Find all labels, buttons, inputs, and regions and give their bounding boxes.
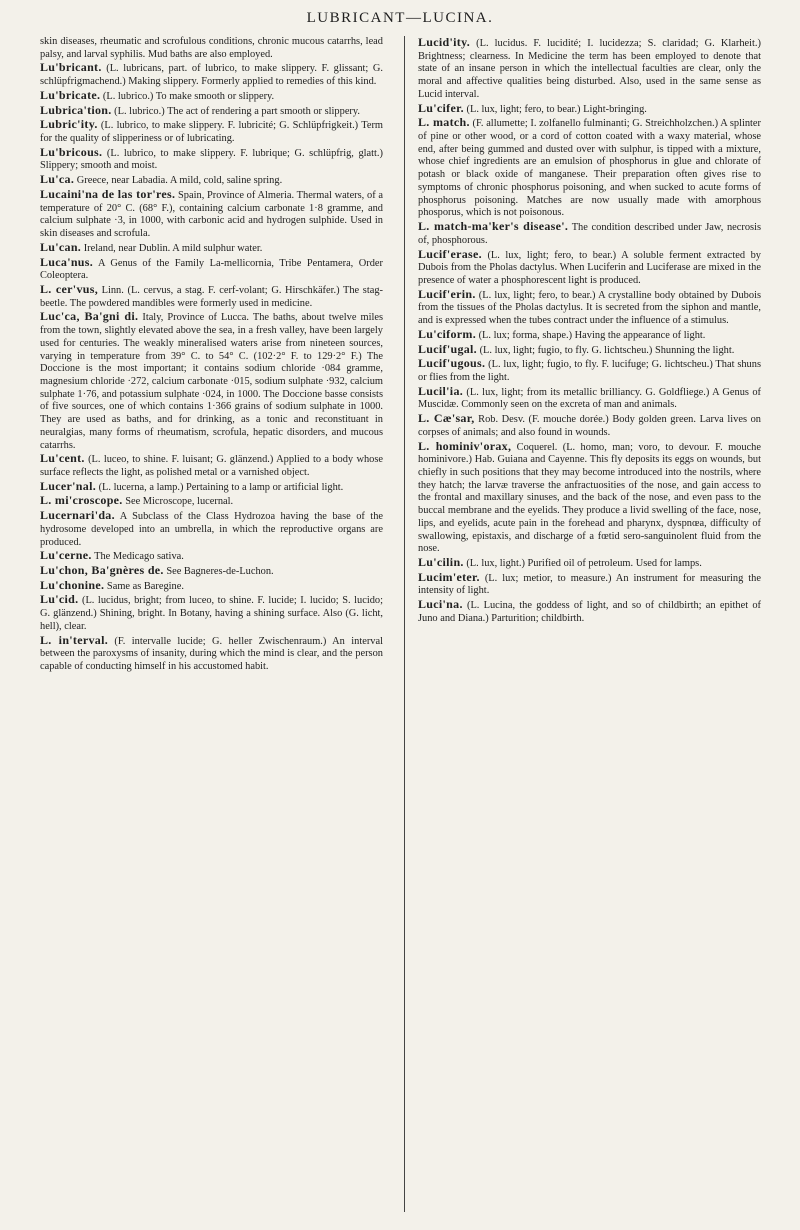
dictionary-entry: [418, 571, 761, 598]
entry-definition: (L. luceo, to shine. F. luisant; G. glänzend.) Applied to a body whose surface reflects the light, as polished metal or a varnished object.: [40, 454, 383, 478]
dictionary-entry: [40, 256, 383, 283]
entry-headword: Lu'ciform.: [418, 326, 476, 341]
dictionary-entry: [418, 36, 761, 102]
entry-headword: Lucil'ia.: [418, 383, 464, 398]
dictionary-entry: [418, 102, 761, 117]
dictionary-entry: [40, 310, 383, 452]
entry-definition: (L. lux, light.) Purified oil of petroleum. Used for lamps.: [463, 558, 702, 570]
entry-headword: L. match-ma'ker's disease'.: [418, 219, 569, 234]
right-column: [418, 36, 761, 626]
dictionary-entry: [418, 288, 761, 328]
entry-definition: See Microscope, lucernal.: [122, 496, 234, 508]
entry-headword: Lu'cilin.: [418, 555, 464, 570]
entry-definition: Rob. Desv. (F. mouche dorée.) Body golden green. Larva lives on corpses of animals; and also found in wounds.: [418, 414, 761, 438]
dictionary-entry: [40, 61, 383, 88]
entry-definition: (L. lux, light; fero, to bear.) A soluble ferment extracted by Dubois from the Pholas dactylus. When Luciferin and Luciferase are mixed in the presence of water a phosphorescent light is produced.: [418, 249, 761, 286]
entry-headword: L. Cæ'sar,: [418, 411, 475, 426]
entry-definition: (L. lux, light; fugio, to fly. F. lucifuge; G. lichtscheu.) That shuns or flies from the light.: [418, 359, 761, 383]
dictionary-entry: [40, 480, 383, 495]
entry-headword: Lubrica'tion.: [40, 102, 112, 117]
entry-definition: (L. lux; forma, shape.) Having the appearance of light.: [476, 329, 706, 341]
entry-definition: (L. lucidus. F. lucidité; I. lucidezza; S. claridad; G. Klarheit.) Brightness; clearness. In Medicine the term has been employed to denote that state of an insane person in which the intellectual faculties are clear, only the moral and affective qualities being disturbed. Also, used in the same sense as Lucid interval.: [418, 38, 761, 100]
dictionary-entry: [418, 385, 761, 412]
entry-definition: (L. lucidus, bright; from luceo, to shine. F. lucide; I. lucido; S. lucido; G. glänzend.) Shining, bright. In Botany, having a shining surface. Also (G. licht, hell), clear.: [40, 595, 383, 632]
dictionary-entry: [418, 328, 761, 343]
dictionary-entry: [418, 598, 761, 625]
entry-headword: Lucid'ity.: [418, 35, 471, 49]
entry-headword: Lu'bricate.: [40, 87, 101, 102]
dictionary-entry: [40, 634, 383, 674]
dictionary-entry: [40, 104, 383, 119]
dictionary-entry: [418, 116, 761, 220]
left-column: [40, 36, 383, 674]
entry-headword: Lu'bricant.: [40, 60, 102, 75]
entry-headword: Lubric'ity.: [40, 117, 98, 132]
entry-headword: Lu'ca.: [40, 172, 75, 187]
entry-definition: (L. lux, light; fero, to bear.) A crystalline body obtained by Dubois from the tissues of the Pholas dactylus. It is secreted from the siphon and mantle, and is expressed when the tubes contract under the influence of a stimulus.: [418, 289, 761, 327]
entry-definition: (L. Lucina, the goddess of light, and so of childbirth; an epithet of Juno and Diana.) Parturition; childbirth.: [418, 600, 761, 624]
entry-headword: Lu'cifer.: [418, 100, 464, 115]
entry-definition: Greece, near Labadia. A mild, cold, saline spring.: [74, 175, 283, 187]
entry-headword: L. match.: [418, 115, 470, 130]
entry-definition: (F. allumette; I. zolfanello fulminanti; G. Streichholzchen.) A splinter of pine or other wood, or a cord of cotton coated with a waxy material, whose end, after being gummed and dusted over with sulphur, is tipped with a mixture, whose chief ingredients are an emulsion of phosphorus in glue and chlorate of potash or black oxide of manganese. Their preparation often gives rise to symptoms of chronic phosphorus poisoning, and when sucked to acute forms of phosphorus poisoning. Matches are now usually made with amorphous phosporus, which is not poisonous.: [418, 118, 761, 219]
entry-headword: L. hominiv'orax,: [418, 438, 512, 453]
entry-definition: (F. intervalle lucide; G. heller Zwischenraum.) An interval between the paroxysms of insanity, during which the mind is clear, and the person capable of conducting himself in his accustomed habit.: [40, 635, 383, 673]
dictionary-entry: [40, 452, 383, 479]
entry-headword: Luci'na.: [418, 597, 463, 612]
entry-headword: Luc'ca, Ba'gni di.: [40, 309, 139, 324]
entry-definition: Linn. (L. cervus, a stag. F. cerf-volant; G. Hirschkäfer.) The stag-beetle. The powdered mandibles were formerly used in medicine.: [40, 284, 383, 309]
entry-definition: (L. lubrico, to make slippery. F. lubrique; G. schlüpfrig, glatt.) Slippery; smooth and moist.: [40, 147, 383, 172]
entry-headword: Lu'can.: [40, 239, 82, 254]
dictionary-entry: [40, 593, 383, 633]
entry-headword: L. cer'vus,: [40, 281, 98, 296]
dictionary-entry: [40, 118, 383, 145]
entry-definition: (L. lux, light; fugio, to fly. G. lichtscheu.) Shunning the light.: [476, 344, 735, 356]
entry-headword: Lu'chon, Ba'gnères de.: [40, 563, 164, 578]
dictionary-entry: [418, 412, 761, 439]
dictionary-entry: [40, 89, 383, 104]
entry-definition: (L. lux, light; fero, to bear.) Light-bringing.: [463, 103, 647, 115]
entry-definition: (L. lubrico.) To make smooth or slippery.: [100, 90, 275, 102]
dictionary-entry: [40, 494, 383, 509]
column-divider: [404, 36, 405, 1212]
entry-headword: Lu'cid.: [40, 592, 79, 607]
entry-definition: (L. lubricans, part. of lubrico, to make slippery. F. glissant; G. schlüpfrigmachend.) Making slippery. Formerly applied to remedies of this kind.: [40, 63, 383, 88]
entry-definition: The condition described under Jaw, necrosis of, phosphorous.: [418, 222, 761, 246]
entry-headword: L. mi'croscope.: [40, 493, 123, 508]
dictionary-entry: [40, 188, 383, 241]
dictionary-entry: [40, 241, 383, 256]
entry-definition: Coquerel. (L. homo, man; voro, to devour. F. mouche hominivore.) Hab. Guiana and Cayenne. This fly deposits its eggs on wounds, but chiefly in such positions that they may become introduced into the nostrils, where they hatch; the larvæ traverse the anfractuosities of the nose, and gain access to the frontal and maxillary sinuses, and the back of the nose, and even pass to the buccal membrane and the eyelids. They produce a livid swelling of the face, nose, lips, and eyelids, acute pain in the forehead and pharynx, dyspnœa, difficulty of swallowing, epistaxis, and discharge of a fœtid sero-sanguinolent fluid from the nose.: [418, 441, 761, 555]
entry-headword: Lucim'eter.: [418, 569, 480, 584]
entry-headword: Lucif'ugal.: [418, 341, 477, 356]
entry-definition: Italy, Province of Lucca. The baths, about twelve miles from the town, slightly elevated above the sea, in a fresh valley, have been largely used for centuries. The weakly mineralised waters arise from nineteen sources, varying in temperature from 39° C. to 54° C. (102·2° F. to 129·2° F.) The Doccione is the most important; it contains sodium chloride ·084 gramme, magnesium chloride ·272, calcium carbonate ·015, sodium sulphate ·932, calcium sulphate 1·76, and potassium sulphate ·024, in 1000. The Doccione basse consists of five sources, one of which contains 1·366 grains of sodium sulphate in 1000. They are used as baths, and for drinking, as a tonic and reconstituant in neuralgias, many forms of rheumatism, scrofula, hepatic disorders, and mucous catarrhs.: [40, 312, 383, 451]
entry-headword: Lucaini'na de las tor'res.: [40, 186, 176, 201]
entry-definition: (L. lux; metior, to measure.) An instrument for measuring the intensity of light.: [418, 572, 761, 597]
entry-headword: Lucernari'da.: [40, 508, 115, 523]
dictionary-entry: [418, 220, 761, 247]
entry-definition: See Bagneres-de-Luchon.: [163, 566, 274, 578]
entry-headword: Lu'cerne.: [40, 548, 92, 563]
entry-definition: Spain, Province of Almeria. Thermal waters, of a temperature of 20° C. (68° F.), containing calcium carbonate 1·8 gramme, and calcium sulphate ·3, in 1000, with carbonic acid and hydrogen sulphide. Used in skin diseases and scrofula.: [40, 189, 383, 240]
dictionary-entry: [418, 357, 761, 384]
entry-definition: (L. lubrico.) The act of rendering a part smooth or slippery.: [111, 105, 361, 117]
entry-definition: (L. lucerna, a lamp.) Pertaining to a lamp or artificial light.: [96, 481, 344, 493]
dictionary-entry: [40, 283, 383, 310]
dictionary-entry: [40, 146, 383, 173]
dictionary-entry: [40, 509, 383, 549]
entry-headword: Lu'bricous.: [40, 144, 103, 159]
dictionary-entry: [418, 343, 761, 358]
entry-definition: (L. lubrico, to make slippery. F. lubricité; G. Schlüpfrigkeit.) Term for the quality of slipperiness or of lubricating.: [40, 120, 383, 145]
dictionary-entry: [40, 564, 383, 579]
entry-headword: Lucer'nal.: [40, 478, 96, 493]
dictionary-entry: [418, 440, 761, 556]
entry-headword: Luca'nus.: [40, 254, 94, 269]
entry-headword: L. in'terval.: [40, 632, 109, 647]
entry-definition: A Genus of the Family La-mellicornia, Tribe Pentamera, Order Coleoptera.: [40, 257, 383, 282]
running-head: LUBRICANT—LUCINA.: [306, 10, 494, 26]
entry-definition: Ireland, near Dublin. A mild sulphur water.: [81, 242, 263, 254]
entry-definition: A Subclass of the Class Hydrozoa having the base of the hydrosome developed into an umbrella, in which the reproductive organs are produced.: [40, 511, 383, 548]
dictionary-entry: [40, 549, 383, 564]
entry-headword: Lu'cent.: [40, 451, 85, 466]
entry-definition: Same as Baregine.: [104, 580, 184, 592]
dictionary-entry: [418, 556, 761, 571]
entry-headword: Lu'chonine.: [40, 577, 105, 592]
dictionary-entry: [40, 36, 383, 61]
entry-headword: Lucif'ugous.: [418, 356, 486, 371]
dictionary-entry: [418, 248, 761, 288]
dictionary-entry: [40, 579, 383, 594]
entry-definition: skin diseases, rheumatic and scrofulous conditions, chronic mucous catarrhs, lead palsy, and larval syphilis. Mud baths are also employed.: [40, 36, 383, 60]
entry-definition: The Medicago sativa.: [91, 551, 184, 563]
entry-headword: Lucif'erin.: [418, 286, 476, 301]
dictionary-entry: [40, 173, 383, 188]
entry-definition: (L. lux, light; from its metallic brilliancy. G. Goldfliege.) A Genus of Muscidæ. Commonly seen on the excreta of man and animals.: [418, 386, 761, 411]
entry-headword: Lucif'erase.: [418, 246, 482, 261]
